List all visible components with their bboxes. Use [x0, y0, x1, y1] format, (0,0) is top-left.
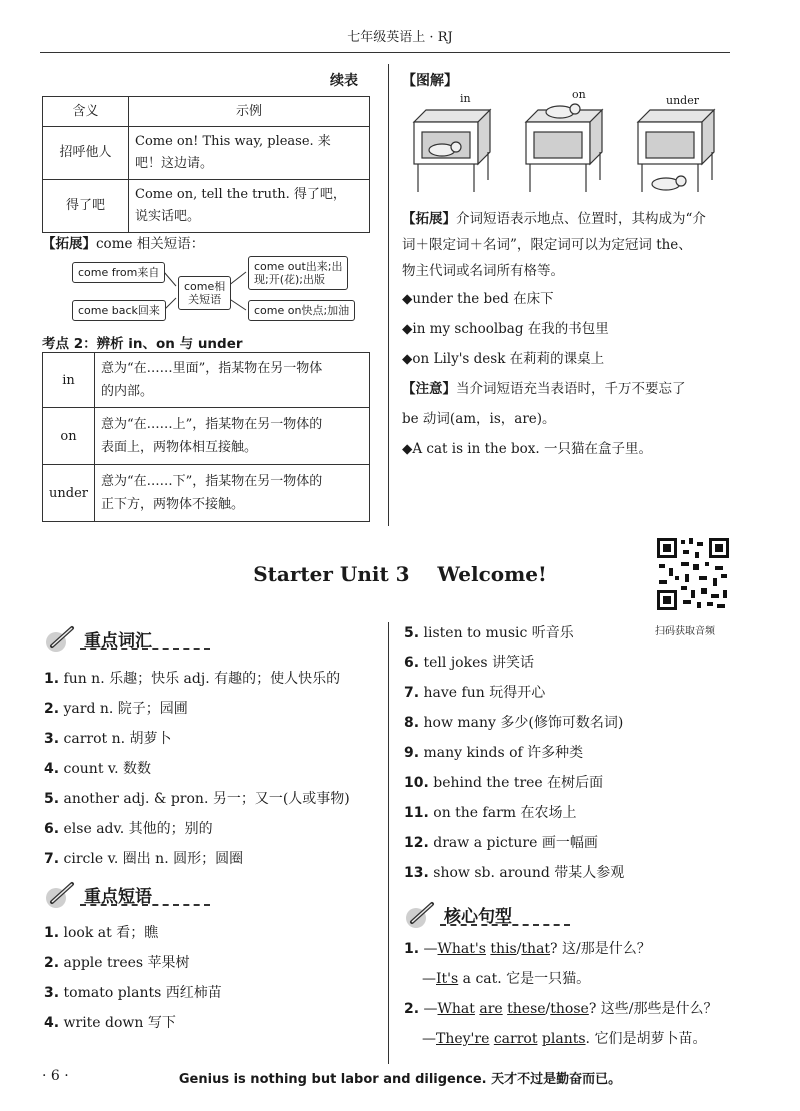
list-item: [404, 618, 624, 648]
item-number: 9.: [404, 745, 420, 761]
section-underline: [80, 904, 210, 906]
list-item: [44, 694, 350, 724]
list-item: [404, 828, 624, 858]
dash: —: [422, 971, 436, 987]
blank-word: plants: [541, 1031, 586, 1047]
blank-word: It's: [436, 971, 459, 987]
section-title: 重点词汇: [84, 631, 152, 651]
section-underline: [80, 648, 210, 650]
preposition-table: [42, 352, 370, 522]
come-out-line: 现;开(花);出版: [254, 273, 325, 286]
center-line: 关短语: [188, 293, 222, 306]
item-text: on the farm 在农场上: [433, 805, 577, 821]
list-item: [44, 918, 222, 948]
sentence-rest: . 它们是胡萝卜苗。: [585, 1031, 707, 1047]
table-header-example: 示例: [129, 97, 370, 127]
table-row: [43, 465, 370, 522]
desc-line: 的内部。: [100, 384, 153, 399]
example-line: Come on, tell the truth. 得了吧，: [135, 187, 346, 202]
illustration-tag: 【图解】: [402, 73, 458, 89]
box-on: [526, 104, 602, 192]
list-item: [44, 724, 350, 754]
item-number: 4.: [44, 1015, 60, 1031]
note-tag: 【注意】: [402, 381, 456, 397]
extension-tag: 【拓展】: [42, 236, 96, 252]
blank-word: those: [550, 1001, 589, 1017]
item-number: 2.: [404, 1001, 420, 1017]
list-item: [404, 768, 624, 798]
item-text: yard n. 院子；园圃: [63, 701, 188, 717]
desc-line: 意为“在……下”，指某物在另一物体的: [100, 474, 323, 489]
pen-icon: [404, 900, 438, 930]
preposition-word: under: [43, 465, 95, 522]
center-line: come相: [184, 280, 226, 293]
ext-line: [402, 206, 732, 232]
example-line: 说实话吧。: [135, 209, 201, 224]
extension-tag: 【拓展】: [402, 211, 456, 227]
extension-note: [42, 234, 204, 254]
blank-word: this: [490, 941, 517, 957]
meaning-cell: 得了吧: [43, 180, 129, 233]
sentence-rest: ? 这些/那些是什么？: [588, 1001, 718, 1017]
section-header-vocab: [44, 624, 244, 654]
example-item: ◆in my schoolbag 在我的书包里: [402, 321, 609, 337]
list-item: [404, 648, 624, 678]
box-under: [638, 110, 714, 192]
item-number: 6.: [44, 821, 60, 837]
column-divider: [388, 622, 389, 1064]
item-number: 7.: [404, 685, 420, 701]
phrase-box-come-back: come back回来: [72, 300, 166, 321]
section-underline: [440, 924, 570, 926]
meaning-table: [42, 96, 370, 233]
item-number: 13.: [404, 865, 429, 881]
key-point-2-title: 考点 2：辨析 in、on 与 under: [42, 336, 243, 352]
item-number: 6.: [404, 655, 420, 671]
phrase-box-come-out: [248, 256, 348, 290]
item-number: 1.: [404, 941, 420, 957]
phrase-box-center: [178, 276, 231, 310]
list-item: [404, 678, 624, 708]
item-number: 1.: [44, 671, 60, 687]
section-header-sentences: [404, 900, 604, 930]
item-text: carrot n. 胡萝卜: [63, 731, 172, 747]
table-header-meaning: 含义: [43, 97, 129, 127]
preposition-desc: [94, 408, 369, 465]
box-drawings: [400, 92, 730, 196]
item-number: 2.: [44, 955, 60, 971]
sentence-rest: a cat. 它是一只猫。: [458, 971, 591, 987]
table-row: [43, 353, 370, 408]
footer-motto: Genius is nothing but labor and diligence. 天才不过是勤奋而已。: [178, 1072, 622, 1087]
ext-line: 词＋限定词＋名词”，限定词可以为定冠词 the、: [402, 237, 692, 253]
sentence-a1: [404, 964, 718, 994]
desc-line: 意为“在……上”，指某物在另一物体的: [100, 417, 323, 432]
example-item: ◆A cat is in the box. 一只猫在盒子里。: [402, 441, 652, 457]
item-text: show sb. around 带某人参观: [433, 865, 625, 881]
label-on: on: [572, 88, 586, 101]
list-item: [44, 844, 350, 874]
item-text: draw a picture 画一幅画: [433, 835, 598, 851]
cat-box-illustration: [400, 88, 730, 196]
item-number: 5.: [404, 625, 420, 641]
list-item: [44, 978, 222, 1008]
blank-word: that: [521, 941, 551, 957]
table-row: [43, 408, 370, 465]
ext-line: 物主代词或名词所有格等。: [402, 263, 564, 279]
slash: /: [545, 1001, 551, 1017]
phrases-list-left: [44, 918, 222, 1038]
dash: —: [423, 1001, 438, 1017]
item-text: how many 多少(修饰可数名词): [423, 715, 624, 731]
header-rule: [40, 52, 730, 53]
sentence-q2: [404, 994, 718, 1024]
list-item: [44, 1008, 222, 1038]
meaning-cell: 招呼他人: [43, 127, 129, 180]
blank-word: are: [479, 1001, 503, 1017]
note-line: be 动词(am，is，are)。: [402, 411, 556, 427]
blank-word: carrot: [493, 1031, 538, 1047]
desc-line: 意为“在……里面”，指某物在另一物体: [100, 361, 323, 376]
phrase-box-come-from: come from来自: [72, 262, 165, 283]
qr-code-icon[interactable]: [655, 536, 731, 612]
item-text: many kinds of 许多种类: [423, 745, 584, 761]
blank-word: these: [507, 1001, 546, 1017]
list-item: [404, 738, 624, 768]
item-text: else adv. 其他的；别的: [63, 821, 213, 837]
sentence-q1: [404, 934, 718, 964]
item-number: 1.: [44, 925, 60, 941]
example-item: ◆on Lily's desk 在莉莉的课桌上: [402, 351, 605, 367]
item-number: 7.: [44, 851, 60, 867]
preposition-desc: [94, 353, 369, 408]
list-item: [44, 814, 350, 844]
item-number: 2.: [44, 701, 60, 717]
example-cell: [129, 127, 370, 180]
item-number: 12.: [404, 835, 429, 851]
example-line: Come on! This way, please. 来: [135, 134, 331, 149]
column-divider: [388, 64, 389, 526]
preposition-desc: [94, 465, 369, 522]
sentences-list: [404, 934, 718, 1054]
extension-text: come 相关短语：: [96, 236, 205, 252]
item-text: another adj. & pron. 另一；又一(人或事物): [63, 791, 350, 807]
item-number: 5.: [44, 791, 60, 807]
box-in: [414, 110, 490, 192]
label-under: under: [666, 94, 699, 107]
item-text: tell jokes 讲笑话: [423, 655, 535, 671]
item-text: write down 写下: [63, 1015, 176, 1031]
continued-label: 续表: [330, 73, 358, 89]
page-number: · 6 ·: [42, 1068, 69, 1084]
item-text: count v. 数数: [63, 761, 152, 777]
list-item: [404, 858, 624, 888]
ext-text: 介词短语表示地点、位置时，其构成为“介: [456, 211, 706, 227]
pen-icon: [44, 880, 78, 910]
table-row: [43, 180, 370, 233]
slash: /: [516, 941, 522, 957]
list-item: [44, 754, 350, 784]
example-line: 吧！这边请。: [135, 156, 214, 171]
come-phrase-diagram: [68, 256, 374, 326]
list-item: [44, 664, 350, 694]
table-row: [43, 127, 370, 180]
qr-caption: 扫码获取音频: [655, 626, 715, 637]
label-in: in: [460, 92, 471, 105]
pen-icon: [44, 624, 78, 654]
list-item: [44, 948, 222, 978]
sentence-a2: [404, 1024, 718, 1054]
item-number: 10.: [404, 775, 429, 791]
item-text: have fun 玩得开心: [423, 685, 546, 701]
desc-line: 表面上，两物体相互接触。: [100, 440, 257, 455]
note-text: 当介词短语充当表语时，千万不要忘了: [456, 381, 686, 397]
section-title: 核心句型: [444, 907, 512, 927]
item-text: behind the tree 在树后面: [433, 775, 604, 791]
section-title: 重点短语: [84, 887, 152, 907]
dash: —: [422, 1031, 436, 1047]
item-number: 11.: [404, 805, 429, 821]
item-text: look at 看；瞧: [63, 925, 159, 941]
section-header-phrases: [44, 880, 244, 910]
extension-paragraph: [402, 206, 732, 464]
list-item: [404, 708, 624, 738]
running-header: 七年级英语上 · RJ: [347, 30, 453, 45]
preposition-word: on: [43, 408, 95, 465]
item-text: circle v. 圈出 n. 圆形；圆圈: [63, 851, 244, 867]
come-out-line: come out出来;出: [254, 260, 343, 273]
blank-word: What's: [437, 941, 486, 957]
example-item: ◆under the bed 在床下: [402, 291, 554, 307]
item-text: tomato plants 西红柿苗: [63, 985, 222, 1001]
item-number: 3.: [44, 985, 60, 1001]
item-text: fun n. 乐趣；快乐 adj. 有趣的；使人快乐的: [63, 671, 341, 687]
item-text: apple trees 苹果树: [63, 955, 190, 971]
note-line: [402, 374, 732, 404]
blank-word: What: [437, 1001, 475, 1017]
blank-word: They're: [436, 1031, 490, 1047]
list-item: [44, 784, 350, 814]
phrases-list-right: [404, 618, 624, 888]
vocab-list: [44, 664, 350, 874]
item-number: 3.: [44, 731, 60, 747]
sentence-rest: ? 这/那是什么？: [550, 941, 651, 957]
dash: —: [423, 941, 438, 957]
unit-title: Starter Unit 3 Welcome!: [253, 562, 547, 586]
preposition-word: in: [43, 353, 95, 408]
list-item: [404, 798, 624, 828]
phrase-box-come-on: come on快点;加油: [248, 300, 355, 321]
item-number: 8.: [404, 715, 420, 731]
item-number: 4.: [44, 761, 60, 777]
example-cell: [129, 180, 370, 233]
item-text: listen to music 听音乐: [423, 625, 574, 641]
desc-line: 正下方，两物体不接触。: [100, 497, 244, 512]
